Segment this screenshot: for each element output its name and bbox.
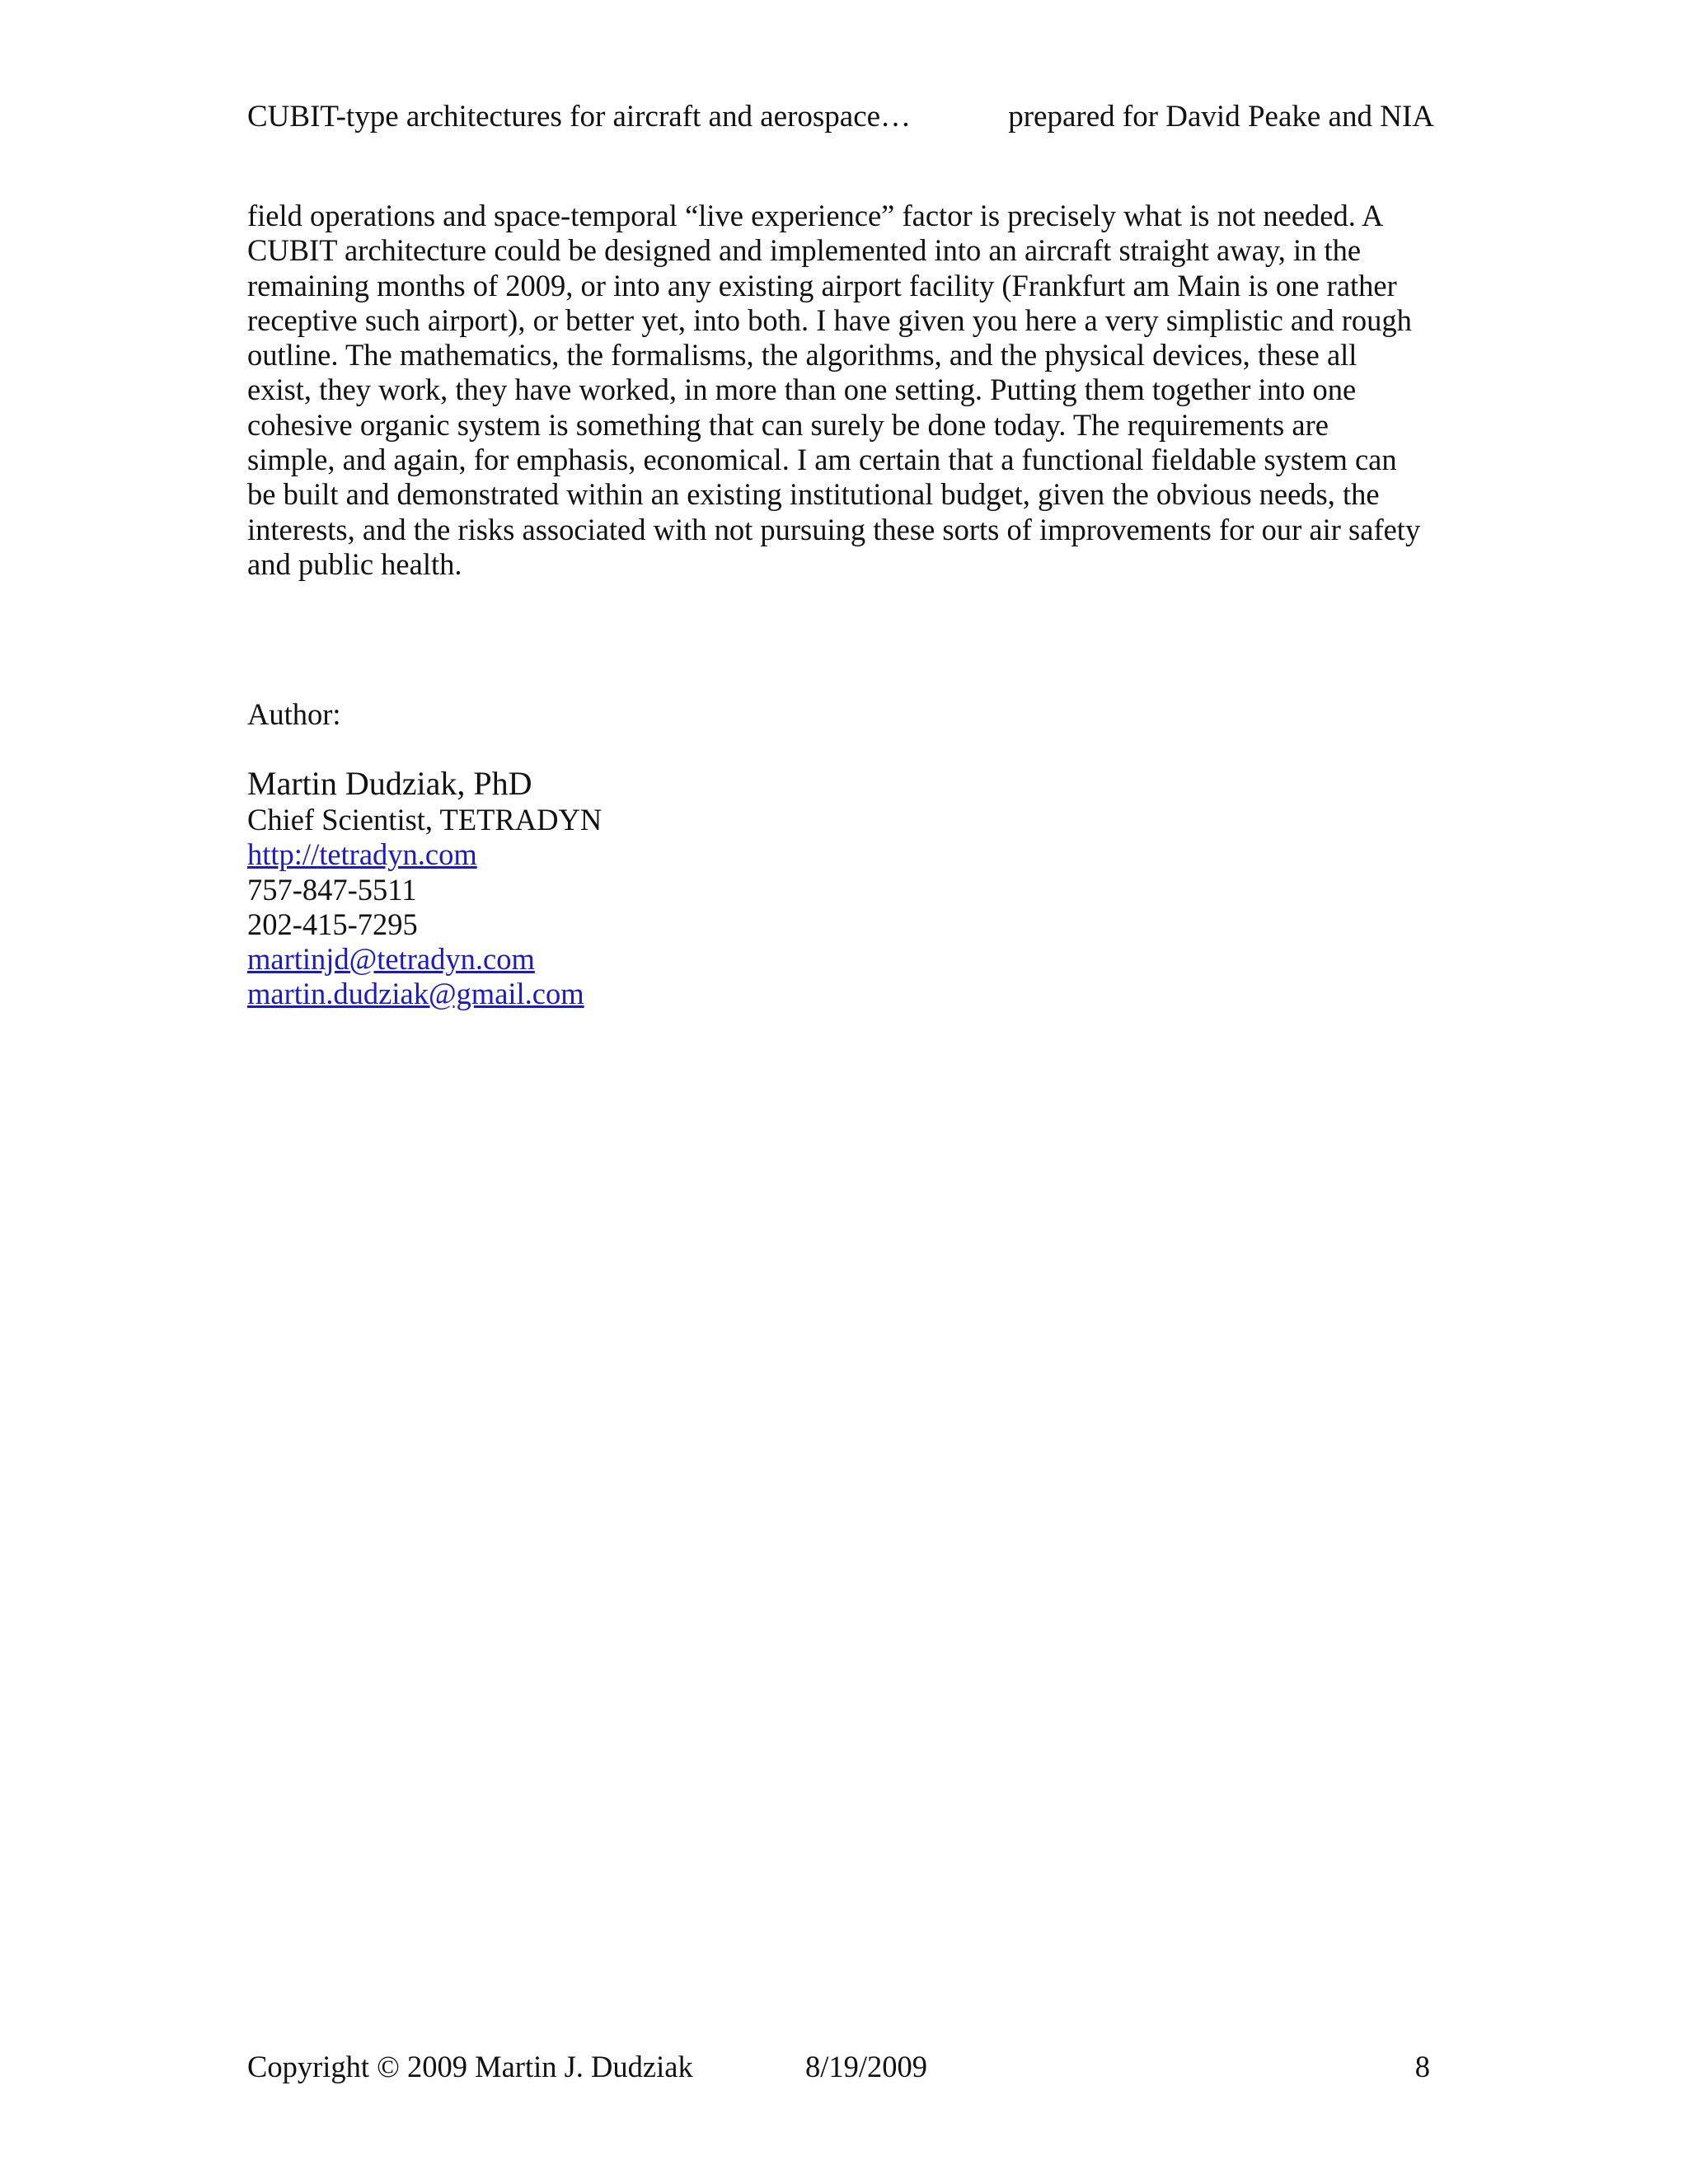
paragraph-line: interests, and the risks associated with not pursuing these sorts of improvements for our air safety — [247, 512, 1421, 546]
author-title: Chief Scientist, TETRADYN — [247, 803, 603, 837]
header-prepared-for: prepared for David Peake and NIA — [1008, 100, 1434, 134]
paragraph-line: CUBIT architecture could be designed and implemented into an aircraft straight away, in the — [247, 233, 1362, 268]
paragraph-line: outline. The mathematics, the formalisms, the algorithms, and the physical devices, these all — [247, 338, 1357, 373]
paragraph-line: be built and demonstrated within an existing institutional budget, given the obvious needs, the — [247, 477, 1380, 512]
footer-copyright: Copyright © 2009 Martin J. Dudziak — [247, 2050, 693, 2083]
paragraph — [247, 199, 1438, 582]
paragraph-line: receptive such airport), or better yet, into both. I have given you here a very simplistic and rough — [247, 302, 1412, 337]
author-label: Author: — [247, 697, 341, 731]
paragraph-line: simple, and again, for emphasis, economical. I am certain that a functional fieldable system can — [247, 443, 1397, 477]
paragraph-line: remaining months of 2009, or into any existing airport facility (Frankfurt am Main is one rather — [247, 268, 1397, 302]
body-paragraph — [247, 199, 1438, 582]
phone-number-2: 202-415-7295 — [247, 907, 418, 941]
author-name: Martin Dudziak, PhD — [247, 765, 532, 802]
paragraph-line: exist, they work, they have worked, in more than one setting. Putting them together into one — [247, 373, 1357, 407]
email-link-gmail[interactable]: martin.dudziak@gmail.com — [247, 977, 584, 1011]
header-document-title: CUBIT-type architectures for aircraft and aerospace… — [247, 100, 912, 134]
paragraph-line: and public health. — [247, 546, 462, 581]
paragraph-line: field operations and space-temporal “live experience” factor is precisely what is not needed. A — [247, 199, 1384, 232]
page-header — [247, 97, 1434, 137]
footer-date: 8/19/2009 — [805, 2050, 928, 2083]
footer-page-number: 8 — [1414, 2050, 1430, 2083]
email-link-tetradyn[interactable]: martinjd@tetradyn.com — [247, 942, 535, 977]
author-contact-block — [247, 765, 602, 1012]
website-link[interactable]: http://tetradyn.com — [247, 837, 477, 872]
phone-number-1: 757-847-5511 — [247, 872, 417, 907]
paragraph-line: cohesive organic system is something that can surely be done today. The requirements are — [247, 407, 1329, 442]
